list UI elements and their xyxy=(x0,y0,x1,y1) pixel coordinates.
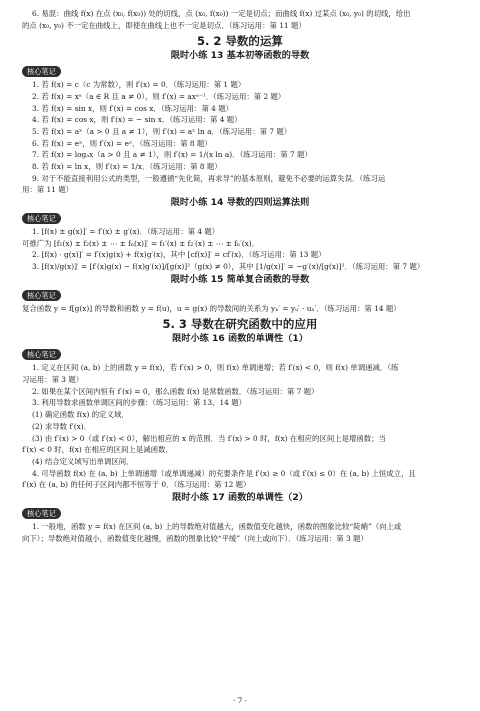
step-4: (4) 结合定义域写出单调区间． xyxy=(32,456,134,466)
section-heading-5-2: 5. 2 导数的运算 xyxy=(197,34,283,49)
monotonic-2: 2. 如果在某个区间内恒有 f′(x) = 0，那么函数 f(x) 是常数函数．（练习运用：第 7 题） xyxy=(32,386,319,396)
monotonic-4b: f′(x) 在 (a, b) 的任何子区间内都不恒等于 0．（练习运用：第 12 题） xyxy=(22,480,251,490)
note-6a: 6. 易混：曲线 f(x) 在点 (x₀, f(x₀)) 处的切线，点 (x₀, f(x₀)) 一定是切点；而曲线 f(x) 过某点 (x₀, y₀) 的切线，给出 xyxy=(32,9,411,18)
chain-rule: 复合函数 y = f[g(x)] 的导数和函数 y = f(u)，u = g(x) 的导数间的关系为 yₓ′ = yᵤ′ · uₓ′．（练习运用：第 14 题） xyxy=(22,303,401,313)
core-notes-badge: 核心笔记 xyxy=(22,349,61,360)
step-3b: f′(x) < 0 时，f(x) 在相应的区间上是减函数． xyxy=(22,445,173,455)
rule-1: 1. 若 f(x) = c（c 为常数），则 f′(x) = 0．（练习运用：第 1 题） xyxy=(32,80,246,90)
steepness-note-b: 向下）；导数绝对值越小，函数值变化越慢，函数的图象比较“平缓”（向上或向下）．（练习运用：第 3 题） xyxy=(22,533,368,543)
sum-rule-generalization: 可推广为 [f₁(x) ± f₂(x) ± ⋯ ± fₙ(x)]′ = f₁′(x) ± f₂′(x) ± ⋯ ± fₙ′(x)． xyxy=(22,238,260,248)
monotonic-1b: 习运用：第 3 题） xyxy=(22,375,84,385)
subsection-heading-13: 限时小练 13 基本初等函数的导数 xyxy=(170,50,310,62)
monotonic-3: 3. 利用导数求函数单调区间的步骤：（练习运用：第 13、14 题） xyxy=(32,398,246,408)
rule-8: 8. 若 f(x) = ln x，则 f′(x) = 1/x．（练习运用：第 8 题） xyxy=(32,162,222,172)
note-6b: 的点 (x₀, y₀) 不一定在曲线上，即使在曲线上也不一定是切点．（练习运用：第 11 题） xyxy=(22,20,306,30)
rule-4: 4. 若 f(x) = cos x，则 f′(x) = − sin x．（练习运用：第 4 题） xyxy=(32,115,242,125)
rule-7: 7. 若 f(x) = logₐx（a > 0 且 a ≠ 1），则 f′(x) = 1/(x ln a)．（练习运用：第 7 题） xyxy=(32,150,312,160)
rule-3: 3. 若 f(x) = sin x，则 f′(x) = cos x．（练习运用：第 4 题） xyxy=(32,103,234,113)
subsection-heading-15: 限时小练 15 简单复合函数的导数 xyxy=(170,273,310,285)
monotonic-4a: 4. 可导函数 f(x) 在 (a, b) 上单调递增（或单调递减）的充要条件是 f′(x) ≥ 0（或 f′(x) ≤ 0）在 (a, b) 上恒成立，且 xyxy=(32,468,416,478)
rule-2: 2. 若 f(x) = xᵃ（a ∈ R 且 a ≠ 0），则 f′(x) = axᵃ⁻¹．（练习运用：第 2 题） xyxy=(32,91,286,101)
subsection-heading-17: 限时小练 17 函数的单调性（2） xyxy=(172,491,308,503)
rule-6: 6. 若 f(x) = eˣ，则 f′(x) = eˣ．（练习运用：第 8 题） xyxy=(32,138,212,148)
rule-9b: 用：第 11 题） xyxy=(22,185,74,195)
core-notes-badge: 核心笔记 xyxy=(22,66,61,77)
subsection-heading-16: 限时小练 16 函数的单调性（1） xyxy=(172,333,308,345)
page-number: · 7 · xyxy=(232,696,248,706)
step-3a: (3) 由 f′(x) > 0（或 f′(x) < 0），解出相应的 x 的范围．当 f′(x) > 0 时，f(x) 在相应的区间上是增函数；当 xyxy=(32,433,386,443)
section-heading-5-3: 5. 3 导数在研究函数中的应用 xyxy=(162,317,318,332)
product-rule: 2. [f(x) · g(x)]′ = f′(x)g(x) + f(x)g′(x)，其中 [cf(x)]′ = cf′(x)．（练习运用：第 13 题） xyxy=(32,250,326,260)
subsection-heading-14: 限时小练 14 导数的四则运算法则 xyxy=(170,197,310,209)
core-notes-badge: 核心笔记 xyxy=(22,508,61,519)
rule-5: 5. 若 f(x) = aˣ（a > 0 且 a ≠ 1），则 f′(x) = aˣ ln a．（练习运用：第 7 题） xyxy=(32,127,292,137)
rule-9a: 9. 对于不能直接利用公式的类型，一般遵循“先化简，再求导”的基本原则，避免不必要的运算失误．（练习运 xyxy=(32,173,386,183)
monotonic-1a: 1. 定义在区间 (a, b) 上的函数 y = f(x)，若 f′(x) > 0，则 f(x) 单调递增；若 f′(x) < 0，则 f(x) 单调递减．（练 xyxy=(32,363,399,373)
core-notes-badge: 核心笔记 xyxy=(22,213,61,224)
core-notes-badge: 核心笔记 xyxy=(22,290,61,301)
step-2: (2) 求导数 f′(x)． xyxy=(32,421,92,431)
steepness-note-a: 1. 一般地，函数 y = f(x) 在区间 (a, b) 上的导数绝对值越大，函数值变化越快，函数的图象比较“陡峭”（向上或 xyxy=(32,521,402,531)
step-1: (1) 确定函数 f(x) 的定义域． xyxy=(32,410,129,420)
sum-rule: 1. [f(x) ± g(x)]′ = f′(x) ± g′(x)．（练习运用：第 4 题） xyxy=(32,227,220,237)
quotient-rule: 3. [f(x)/g(x)]′ = [f′(x)g(x) − f(x)g′(x)]/[g(x)]²（g(x) ≠ 0），其中 [1/g(x)]′ = −g′(x)/[g(x)]²．（练习运用：第 7 题） xyxy=(32,262,425,272)
